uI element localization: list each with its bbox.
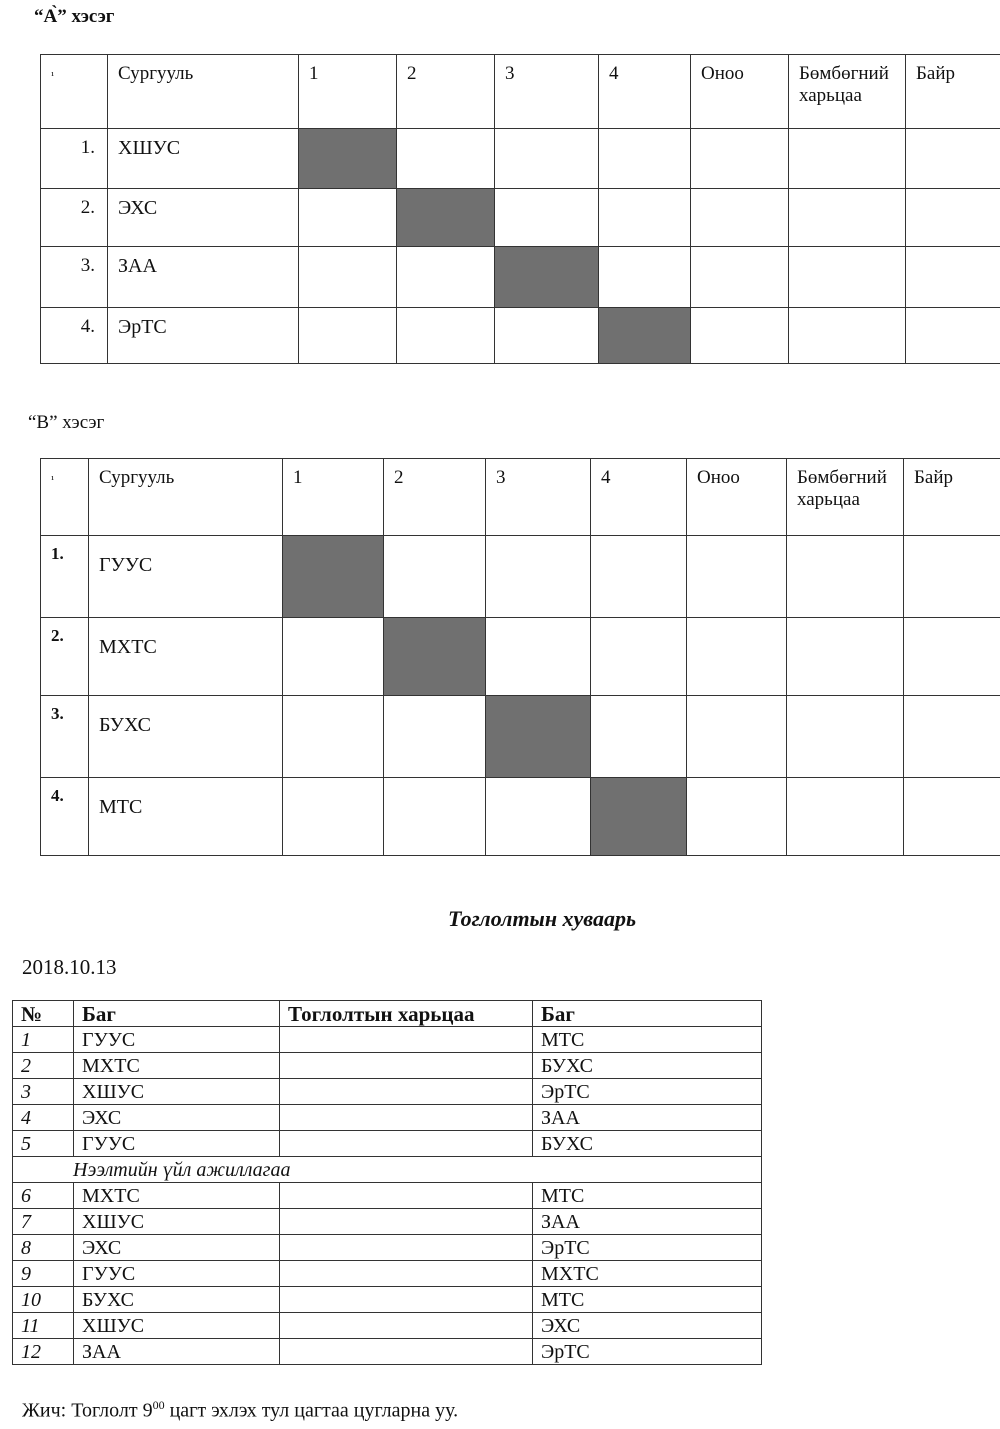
shaded-cell (299, 129, 397, 189)
team-1: ХШУС (74, 1079, 280, 1105)
header-2: 2 (397, 55, 495, 129)
match-score[interactable] (280, 1105, 533, 1131)
table-row (13, 1339, 762, 1365)
place-cell[interactable] (906, 308, 1000, 364)
group-a-header-row (41, 55, 1000, 129)
ball-ratio-cell[interactable] (789, 247, 906, 308)
points-cell[interactable] (691, 129, 789, 189)
points-cell[interactable] (691, 189, 789, 247)
header-team-1: Баг (74, 1001, 280, 1027)
note (22, 1398, 458, 1423)
result-cell[interactable] (283, 778, 384, 856)
match-number: 1 (13, 1027, 74, 1053)
result-cell[interactable] (384, 536, 486, 618)
header-3: 3 (495, 55, 599, 129)
shaded-cell (384, 618, 486, 696)
points-cell[interactable] (687, 618, 787, 696)
row-number: 2. (41, 189, 108, 247)
row-number: 1. (41, 129, 108, 189)
break-label: Нээлтийн үйл ажиллагаа (13, 1157, 762, 1183)
result-cell[interactable] (384, 778, 486, 856)
result-cell[interactable] (299, 308, 397, 364)
points-cell[interactable] (687, 778, 787, 856)
group-b-table (40, 458, 1000, 856)
row-number: 2. (41, 618, 89, 696)
team-1: ЗАА (74, 1339, 280, 1365)
match-score[interactable] (280, 1339, 533, 1365)
header-4: 4 (591, 459, 687, 536)
table-row (41, 696, 1000, 778)
team-1: ГУУС (74, 1261, 280, 1287)
match-score[interactable] (280, 1313, 533, 1339)
shaded-cell (486, 696, 591, 778)
team-1: ЭХС (74, 1105, 280, 1131)
match-score[interactable] (280, 1235, 533, 1261)
schedule-title: Тоглолтын хуваарь (447, 906, 637, 931)
school-name: ЭрТС (108, 308, 299, 364)
team-2: ЗАА (533, 1209, 762, 1235)
team-2: МТС (533, 1027, 762, 1053)
match-number: 12 (13, 1339, 74, 1365)
table-row (13, 1235, 762, 1261)
result-cell[interactable] (299, 247, 397, 308)
result-cell[interactable] (486, 778, 591, 856)
match-score[interactable] (280, 1079, 533, 1105)
school-name: ГУУС (89, 536, 283, 618)
match-number: 3 (13, 1079, 74, 1105)
header-1: 1 (283, 459, 384, 536)
table-row (13, 1209, 762, 1235)
match-score[interactable] (280, 1209, 533, 1235)
team-1: БУХС (74, 1287, 280, 1313)
schedule-table (12, 1000, 762, 1365)
place-cell[interactable] (904, 696, 1000, 778)
match-number: 10 (13, 1287, 74, 1313)
points-cell[interactable] (691, 308, 789, 364)
header-match-score: Тоглолтын харьцаа (280, 1001, 533, 1027)
ball-ratio-cell[interactable] (787, 696, 904, 778)
school-name: ЭХС (108, 189, 299, 247)
school-name: БУХС (89, 696, 283, 778)
shaded-cell (599, 308, 691, 364)
header-place: Байр (906, 55, 1000, 129)
table-row (41, 778, 1000, 856)
match-score[interactable] (280, 1053, 533, 1079)
result-cell[interactable] (397, 247, 495, 308)
table-row (13, 1131, 762, 1157)
result-cell[interactable] (599, 129, 691, 189)
result-cell[interactable] (591, 536, 687, 618)
ball-ratio-cell[interactable] (789, 189, 906, 247)
header-3: 3 (486, 459, 591, 536)
note-superscript: 00 (152, 1398, 165, 1412)
table-row (41, 308, 1000, 364)
ball-ratio-cell[interactable] (787, 618, 904, 696)
table-row (41, 129, 1000, 189)
match-score[interactable] (280, 1261, 533, 1287)
match-number: 6 (13, 1183, 74, 1209)
table-row (13, 1027, 762, 1053)
table-row (41, 618, 1000, 696)
result-cell[interactable] (486, 618, 591, 696)
result-cell[interactable] (486, 536, 591, 618)
schedule-header-row (13, 1001, 762, 1027)
match-number: 7 (13, 1209, 74, 1235)
team-2: ЗАА (533, 1105, 762, 1131)
match-number: 4 (13, 1105, 74, 1131)
match-score[interactable] (280, 1027, 533, 1053)
match-score[interactable] (280, 1287, 533, 1313)
school-name: ХШУС (108, 129, 299, 189)
header-index: ¹ (41, 55, 108, 129)
place-cell[interactable] (906, 247, 1000, 308)
header-school: Сургууль (89, 459, 283, 536)
school-name: ЗАА (108, 247, 299, 308)
ball-ratio-cell[interactable] (789, 308, 906, 364)
match-score[interactable] (280, 1131, 533, 1157)
result-cell[interactable] (495, 189, 599, 247)
team-1: ХШУС (74, 1313, 280, 1339)
note-suffix: цагт эхлэх тул цагтаа цугларна уу. (164, 1399, 459, 1422)
table-row (13, 1183, 762, 1209)
result-cell[interactable] (599, 189, 691, 247)
match-number: 8 (13, 1235, 74, 1261)
ball-ratio-cell[interactable] (787, 536, 904, 618)
row-number: 3. (41, 696, 89, 778)
row-number: 4. (41, 778, 89, 856)
shaded-cell (283, 536, 384, 618)
group-a-table (40, 54, 1000, 364)
team-2: БУХС (533, 1053, 762, 1079)
team-1: ГУУС (74, 1131, 280, 1157)
table-row (41, 536, 1000, 618)
team-1: ГУУС (74, 1027, 280, 1053)
header-number: № (13, 1001, 74, 1027)
table-row (13, 1313, 762, 1339)
table-row (13, 1079, 762, 1105)
team-1: МХТС (74, 1053, 280, 1079)
match-number: 5 (13, 1131, 74, 1157)
school-name: МХТС (89, 618, 283, 696)
row-number: 3. (41, 247, 108, 308)
result-cell[interactable] (283, 618, 384, 696)
header-index: ¹ (41, 459, 89, 536)
place-cell[interactable] (904, 778, 1000, 856)
table-row (13, 1287, 762, 1313)
header-ball-ratio: Бөмбөгний харьцаа (787, 459, 904, 536)
result-cell[interactable] (495, 129, 599, 189)
result-cell[interactable] (397, 308, 495, 364)
table-row (41, 189, 1000, 247)
result-cell[interactable] (299, 189, 397, 247)
match-number: 9 (13, 1261, 74, 1287)
team-1: ХШУС (74, 1209, 280, 1235)
row-number: 4. (41, 308, 108, 364)
header-school: Сургууль (108, 55, 299, 129)
note-prefix: Жич: Тоглолт 9 (22, 1399, 153, 1422)
team-2: ЭрТС (533, 1235, 762, 1261)
place-cell[interactable] (904, 618, 1000, 696)
table-row (13, 1261, 762, 1287)
match-number: 2 (13, 1053, 74, 1079)
table-row (41, 247, 1000, 308)
table-row (13, 1053, 762, 1079)
header-ball-ratio: Бөмбөгний харьцаа (789, 55, 906, 129)
header-points: Оноо (691, 55, 789, 129)
match-number: 11 (13, 1313, 74, 1339)
team-2: МТС (533, 1183, 762, 1209)
result-cell[interactable] (591, 696, 687, 778)
team-2: ЭрТС (533, 1079, 762, 1105)
shaded-cell (591, 778, 687, 856)
place-cell[interactable] (906, 129, 1000, 189)
schedule-date: 2018.10.13 (22, 955, 117, 979)
points-cell[interactable] (687, 536, 787, 618)
points-cell[interactable] (691, 247, 789, 308)
result-cell[interactable] (384, 696, 486, 778)
team-2: ЭХС (533, 1313, 762, 1339)
result-cell[interactable] (495, 308, 599, 364)
group-b-title: “В” хэсэг (28, 412, 105, 433)
group-b-header-row (41, 459, 1000, 536)
header-2: 2 (384, 459, 486, 536)
team-2: ЭрТС (533, 1339, 762, 1365)
team-2: МТС (533, 1287, 762, 1313)
result-cell[interactable] (599, 247, 691, 308)
schedule-break-row (13, 1157, 762, 1183)
row-number: 1. (41, 536, 89, 618)
header-points: Оноо (687, 459, 787, 536)
place-cell[interactable] (904, 536, 1000, 618)
header-1: 1 (299, 55, 397, 129)
team-2: БУХС (533, 1131, 762, 1157)
header-4: 4 (599, 55, 691, 129)
match-score[interactable] (280, 1183, 533, 1209)
points-cell[interactable] (687, 696, 787, 778)
group-a-title: “А̀” хэсэг (34, 6, 115, 27)
team-1: ЭХС (74, 1235, 280, 1261)
header-place: Байр (904, 459, 1000, 536)
result-cell[interactable] (397, 129, 495, 189)
team-2: МХТС (533, 1261, 762, 1287)
result-cell[interactable] (591, 618, 687, 696)
header-team-2: Баг (533, 1001, 762, 1027)
shaded-cell (397, 189, 495, 247)
school-name: МТС (89, 778, 283, 856)
ball-ratio-cell[interactable] (787, 778, 904, 856)
team-1: МХТС (74, 1183, 280, 1209)
shaded-cell (495, 247, 599, 308)
ball-ratio-cell[interactable] (789, 129, 906, 189)
place-cell[interactable] (906, 189, 1000, 247)
result-cell[interactable] (283, 696, 384, 778)
table-row (13, 1105, 762, 1131)
